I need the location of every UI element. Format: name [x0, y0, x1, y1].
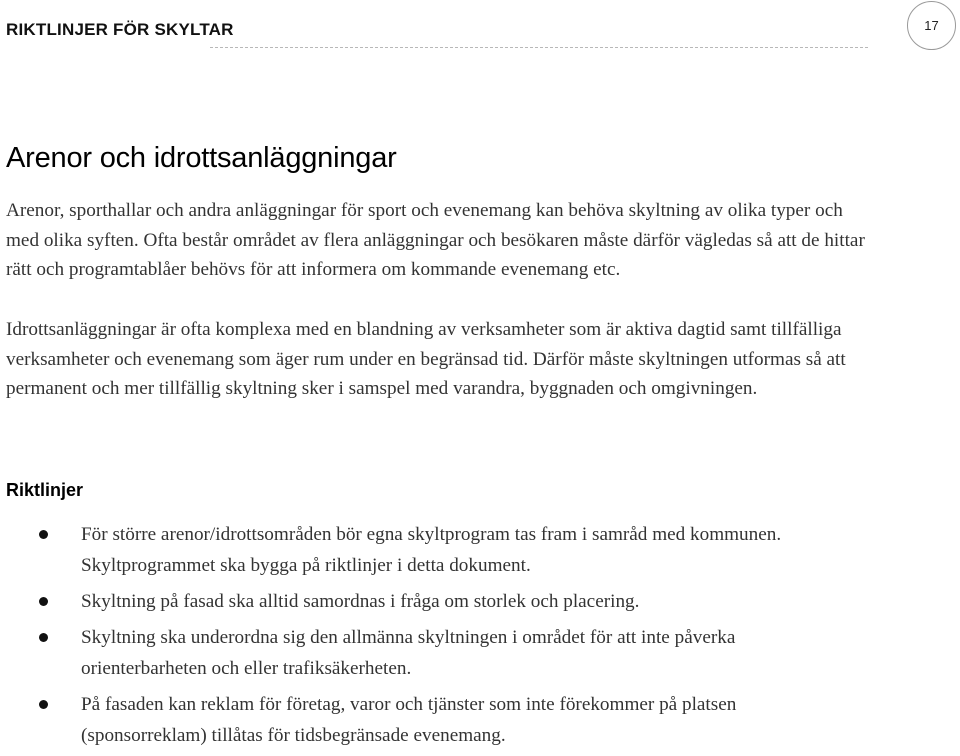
- guideline-item: [0, 586, 841, 617]
- guidelines-list: [0, 519, 900, 756]
- body-paragraph-2: Idrottsanläggningar är ofta komplexa med en blandning av verksamheter som är aktiva dagtid samt tillfälliga verksamheter och evenemang som äger rum under en begränsad tid. Därför måste skyltningen utformas så att permanent och mer tillfällig skyltning sker i samspel med varandra, byggnaden och omgivningen.: [6, 319, 846, 399]
- bullet-icon: [39, 530, 48, 539]
- guidelines-heading: Riktlinjer: [6, 480, 84, 500]
- guideline-text: Skyltning på fasad ska alltid samordnas i fråga om storlek och placering.: [81, 591, 640, 612]
- guideline-text: På fasaden kan reklam för företag, varor och tjänster som inte förekommer på platsen (sponsorreklam) tillåtas för tidsbegränsade evenemang.: [81, 694, 737, 746]
- running-header-title: RIKTLINJER FÖR SKYLTAR: [6, 20, 234, 39]
- guideline-item: [0, 519, 841, 581]
- header-divider: [210, 47, 868, 48]
- section-heading: Arenor och idrottsanläggningar: [6, 142, 397, 174]
- bullet-icon: [39, 700, 48, 709]
- guideline-text: Skyltning ska underordna sig den allmänna skyltningen i området för att inte påverka orienterbarheten och eller trafiksäkerheten.: [81, 627, 736, 679]
- guideline-item: [0, 689, 841, 751]
- page-number: 17: [924, 18, 939, 33]
- bullet-icon: [39, 633, 48, 642]
- guideline-item: [0, 622, 841, 684]
- guideline-text: För större arenor/idrottsområden bör egna skyltprogram tas fram i samråd med kommunen. Skyltprogrammet ska bygga på riktlinjer i detta dokument.: [81, 524, 782, 576]
- page-number-badge: [907, 1, 956, 50]
- bullet-icon: [39, 597, 48, 606]
- body-paragraph-1: Arenor, sporthallar och andra anläggningar för sport och evenemang kan behöva skyltning av olika typer och med olika syften. Ofta består området av flera anläggningar och besökaren måste därför vägledas så att de hittar rätt och programtablåer behövs för att informera om kommande evenemang etc.: [6, 200, 865, 280]
